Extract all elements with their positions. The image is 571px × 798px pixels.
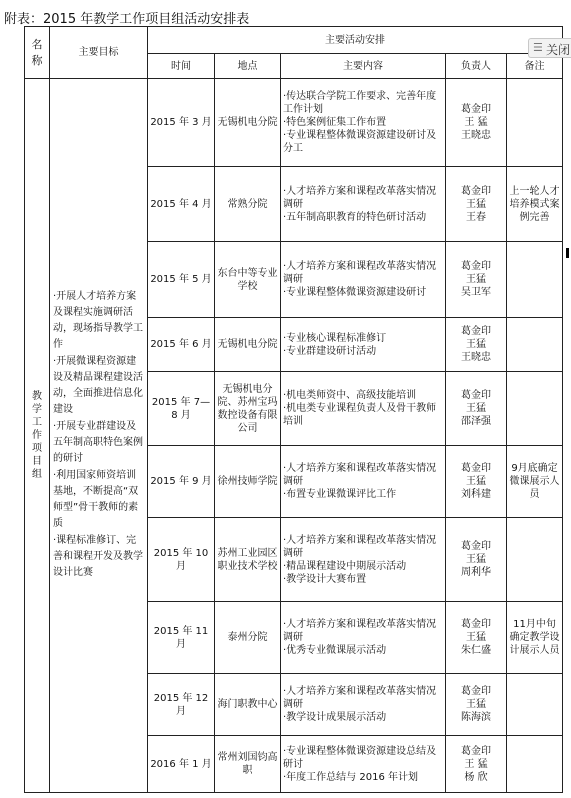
content-item: ·专业课程整体微课资源建设研讨 — [283, 287, 427, 298]
content-item: ·专业核心课程标准修订 — [283, 332, 387, 344]
group-name-char: 学 — [32, 404, 42, 415]
content-item: ·精品课程建设中期展示活动 — [283, 560, 407, 572]
row-owner — [446, 446, 507, 518]
row-note — [507, 79, 563, 167]
activity-schedule-table — [24, 26, 563, 793]
row-content — [281, 318, 446, 372]
owner-name: 王 猛 — [464, 758, 488, 770]
header-note: 备注 — [507, 54, 563, 79]
row-content — [281, 674, 446, 736]
row-place: 徐州技师学院 — [215, 446, 281, 518]
row-owner — [446, 167, 507, 242]
owner-name: 王猛 — [466, 198, 486, 210]
header-content: 主要内容 — [281, 54, 446, 79]
owner-name: 王晓忠 — [461, 130, 491, 141]
row-time: 2015 年 9 月 — [148, 446, 215, 518]
content-item: ·人才培养方案和课程改革落实情况调研 — [283, 619, 437, 643]
row-time: 2015 年 3 月 — [148, 79, 215, 167]
content-item: ·机电类专业课程负责人及骨干教师培训 — [283, 403, 437, 427]
row-content — [281, 242, 446, 318]
content-item: ·机电类师资中、高级技能培训 — [283, 390, 417, 401]
owner-name: 王猛 — [466, 339, 486, 350]
owner-name: 王猛 — [466, 274, 486, 285]
row-owner — [446, 242, 507, 318]
goals-cell — [50, 79, 148, 793]
goal-item: ·开展专业群建设及五年制高职特色案例的研讨 — [53, 421, 143, 464]
goal-item: ·课程标准修订、完善和课程开发及教学设计比赛 — [53, 535, 143, 578]
row-place: 无锡机电分院、苏州宝玛数控设备有限公司 — [215, 372, 281, 446]
group-name-char: 工 — [32, 417, 42, 428]
owner-name: 邵泽强 — [461, 416, 491, 427]
content-item: ·专业课程整体微课资源建设总结及研讨 — [283, 745, 437, 770]
content-item: ·布置专业课微课评比工作 — [283, 489, 397, 500]
row-place: 无锡机电分院 — [215, 318, 281, 372]
group-name-char: 教 — [32, 391, 42, 402]
content-item: ·优秀专业微课展示活动 — [283, 645, 387, 656]
row-owner — [446, 674, 507, 736]
row-owner — [446, 318, 507, 372]
content-item: ·传达联合学院工作要求、完善年度工作计划 — [283, 91, 437, 115]
owner-name: 吴卫军 — [461, 287, 491, 298]
goal-item: ·利用国家师资培训基地，不断提高“双师型”骨干教师的素质 — [53, 470, 139, 529]
header-place: 地点 — [215, 54, 281, 79]
header-goal: 主要目标 — [50, 27, 148, 79]
owner-name: 葛金印 — [461, 745, 491, 757]
row-content — [281, 79, 446, 167]
row-note — [507, 242, 563, 318]
row-place: 泰州分院 — [215, 602, 281, 674]
owner-name: 王猛 — [466, 699, 486, 710]
row-time: 2016 年 1 月 — [148, 736, 215, 793]
group-name-char: 目 — [32, 456, 42, 467]
row-time: 2015 年 7—8 月 — [148, 372, 215, 446]
goal-item: ·开展微课程资源建设及精品课程建设活动，全面推进信息化建设 — [53, 356, 143, 415]
edge-marker — [566, 248, 569, 258]
row-content — [281, 446, 446, 518]
row-owner — [446, 79, 507, 167]
content-item: ·专业群建设研讨活动 — [283, 345, 377, 357]
close-widget-label: 关闭 — [546, 43, 571, 57]
group-name-cell — [25, 79, 50, 793]
table-row — [25, 79, 563, 167]
row-content — [281, 167, 446, 242]
owner-name: 王猛 — [466, 632, 486, 643]
row-note — [507, 674, 563, 736]
row-place: 常熟分院 — [215, 167, 281, 242]
group-name-char: 作 — [32, 430, 42, 441]
header-owner: 负责人 — [446, 54, 507, 79]
owner-name: 葛金印 — [461, 261, 491, 272]
row-note — [507, 318, 563, 372]
owner-name: 葛金印 — [461, 463, 491, 474]
content-item: ·人才培养方案和课程改革落实情况调研 — [283, 185, 437, 210]
content-item: ·人才培养方案和课程改革落实情况调研 — [283, 534, 437, 559]
row-place: 常州刘国钧高职 — [215, 736, 281, 793]
content-item: ·五年制高职教育的特色研讨活动 — [283, 211, 427, 223]
row-note — [507, 372, 563, 446]
header-name-text: 名称 — [31, 37, 43, 67]
content-item: ·专业课程整体微课资源建设研讨及分工 — [283, 130, 437, 154]
row-note: 11月中旬确定教学设计展示人员 — [507, 602, 563, 674]
row-content — [281, 372, 446, 446]
content-item: ·教学设计大赛布置 — [283, 573, 367, 585]
content-item: ·人才培养方案和课程改革落实情况调研 — [283, 261, 437, 285]
content-item: ·人才培养方案和课程改革落实情况调研 — [283, 686, 437, 710]
close-widget-button[interactable] — [528, 38, 571, 58]
row-owner — [446, 518, 507, 602]
row-content — [281, 518, 446, 602]
owner-name: 朱仁盛 — [461, 645, 491, 656]
header-time: 时间 — [148, 54, 215, 79]
owner-name: 葛金印 — [461, 104, 491, 115]
goal-item: ·开展人才培养方案及课程实施调研活动，现场指导教学工作 — [53, 291, 143, 350]
row-note — [507, 736, 563, 793]
owner-name: 葛金印 — [461, 686, 491, 697]
owner-name: 葛金印 — [461, 619, 491, 630]
row-note: 9月底确定微课展示人员 — [507, 446, 563, 518]
row-owner — [446, 736, 507, 793]
row-time: 2015 年 6 月 — [148, 318, 215, 372]
row-note — [507, 518, 563, 602]
row-owner — [446, 602, 507, 674]
owner-name: 王猛 — [466, 403, 486, 414]
owner-name: 王 猛 — [464, 117, 488, 128]
header-plan-group: 主要活动安排 — [148, 27, 563, 54]
owner-name: 葛金印 — [461, 541, 491, 552]
row-content — [281, 736, 446, 793]
group-name-char: 组 — [32, 469, 42, 480]
row-time: 2015 年 5 月 — [148, 242, 215, 318]
page-title: 附表：2015 年教学工作项目组活动安排表 — [4, 12, 250, 27]
row-time: 2015 年 11 月 — [148, 602, 215, 674]
row-place: 东台中等专业学校 — [215, 242, 281, 318]
row-place: 海门职教中心 — [215, 674, 281, 736]
row-time: 2015 年 12 月 — [148, 674, 215, 736]
owner-name: 王晓忠 — [461, 352, 491, 363]
content-item: ·教学设计成果展示活动 — [283, 712, 387, 723]
row-place: 苏州工业园区职业技术学校 — [215, 518, 281, 602]
grip-icon: ☰ — [533, 41, 543, 54]
owner-name: 葛金印 — [461, 326, 491, 337]
owner-name: 王春 — [466, 211, 486, 223]
owner-name: 葛金印 — [461, 185, 491, 197]
owner-name: 周利华 — [461, 567, 491, 578]
owner-name: 葛金印 — [461, 390, 491, 401]
row-owner — [446, 372, 507, 446]
row-content — [281, 602, 446, 674]
content-item: ·年度工作总结与 2016 年计划 — [283, 771, 418, 783]
owner-name: 杨 欣 — [464, 771, 488, 783]
owner-name: 王猛 — [466, 476, 486, 487]
row-place: 无锡机电分院 — [215, 79, 281, 167]
content-item: ·特色案例征集工作布置 — [283, 117, 387, 128]
owner-name: 陈海滨 — [461, 712, 491, 723]
owner-name: 王猛 — [466, 554, 486, 565]
owner-name: 刘科建 — [461, 489, 491, 500]
header-name — [25, 27, 50, 79]
content-item: ·人才培养方案和课程改革落实情况调研 — [283, 463, 437, 487]
row-note: 上一轮人才培养模式案例完善 — [507, 167, 563, 242]
group-name-char: 项 — [32, 443, 42, 454]
row-time: 2015 年 4 月 — [148, 167, 215, 242]
row-time: 2015 年 10 月 — [148, 518, 215, 602]
